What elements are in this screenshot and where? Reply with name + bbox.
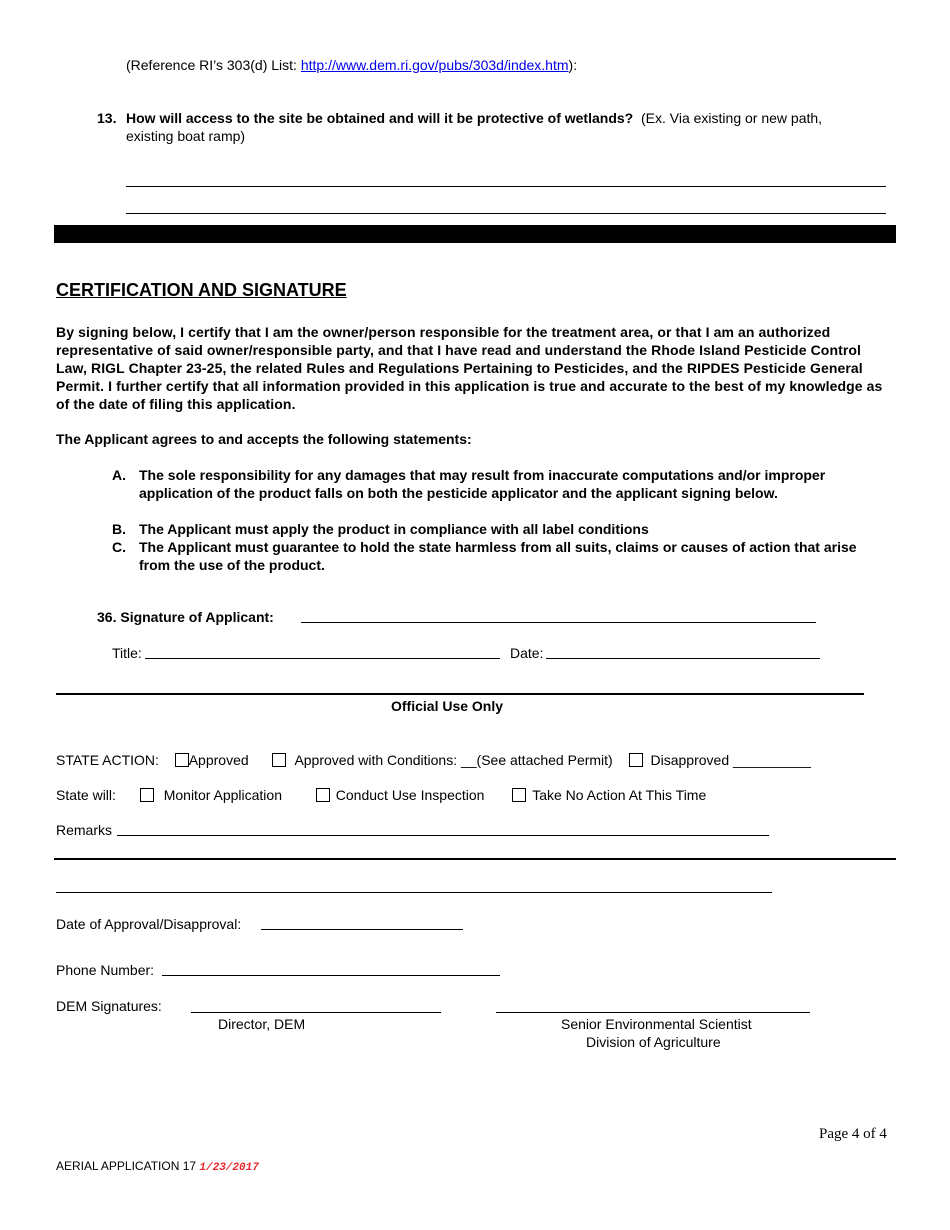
- reference-suffix: ):: [568, 57, 578, 73]
- state-action-label: STATE ACTION:: [56, 752, 159, 768]
- monitor-checkbox[interactable]: [140, 788, 154, 802]
- director-caption: Director, DEM: [218, 1016, 306, 1032]
- approved-conditions-checkbox[interactable]: [272, 753, 286, 767]
- statement-c-text: The Applicant must guarantee to hold the state harmless from all suits, claims or causes of action that arise from the use of the product.: [139, 539, 857, 573]
- form-date: 1/23/2017: [199, 1162, 259, 1174]
- state-action-row: [56, 752, 811, 768]
- conduct-checkbox[interactable]: [316, 788, 330, 802]
- official-use-heading: Official Use Only: [391, 698, 504, 714]
- form-name: AERIAL APPLICATION 17: [56, 1159, 197, 1173]
- phone-field[interactable]: [162, 975, 500, 976]
- disapproved-label: Disapproved __________: [650, 752, 811, 768]
- date-approval-field[interactable]: [261, 929, 463, 930]
- date-field[interactable]: [546, 658, 820, 659]
- dem-signatures-label: DEM Signatures:: [56, 998, 162, 1014]
- director-signature-field[interactable]: [191, 1012, 441, 1013]
- statement-a-letter: A.: [112, 467, 126, 483]
- conduct-label: Conduct Use Inspection: [335, 787, 485, 803]
- signature-label: 36. Signature of Applicant:: [97, 609, 274, 625]
- approved-conditions-label: Approved with Conditions: __(See attached Permit): [294, 752, 613, 768]
- monitor-label: Monitor Application: [163, 787, 282, 803]
- official-divider-top: [56, 693, 864, 695]
- remarks-field[interactable]: [117, 835, 769, 836]
- statement-c-letter: C.: [112, 539, 126, 555]
- agrees-intro: The Applicant agrees to and accepts the following statements:: [56, 431, 472, 447]
- signature-field[interactable]: [301, 622, 816, 623]
- answer-13-line-1[interactable]: [126, 186, 886, 187]
- no-action-label: Take No Action At This Time: [532, 787, 707, 803]
- 303d-list-link[interactable]: http://www.dem.ri.gov/pubs/303d/index.htm: [300, 57, 569, 73]
- certification-heading: CERTIFICATION AND SIGNATURE: [56, 280, 347, 300]
- reference-prefix: (Reference RI’s 303(d) List:: [126, 57, 301, 73]
- scientist-caption-2: Division of Agriculture: [586, 1034, 721, 1050]
- title-field[interactable]: [145, 658, 500, 659]
- date-approval-label: Date of Approval/Disapproval:: [56, 916, 242, 932]
- page-number: Page 4 of 4: [819, 1126, 887, 1142]
- official-divider-bottom: [54, 858, 896, 860]
- question-13-number: 13.: [97, 110, 117, 126]
- approved-checkbox[interactable]: [175, 753, 189, 767]
- disapproved-checkbox[interactable]: [629, 753, 643, 767]
- remarks-label: Remarks: [56, 822, 113, 838]
- reference-line: [126, 57, 577, 73]
- statement-a-text: The sole responsibility for any damages that may result from inaccurate computations and/or improper application of the product falls on both the pesticide applicator and the applicant signing below.: [139, 467, 826, 501]
- form-footer: [56, 1159, 259, 1174]
- statement-b-text: The Applicant must apply the product in compliance with all label conditions: [139, 521, 649, 537]
- approved-label: Approved: [188, 752, 249, 768]
- scientist-signature-field[interactable]: [496, 1012, 810, 1013]
- question-13-hint: (Ex. Via existing or new path,: [641, 110, 823, 126]
- date-label: Date:: [510, 645, 544, 661]
- statement-b-letter: B.: [112, 521, 126, 537]
- title-label: Title:: [112, 645, 142, 661]
- answer-13-line-2[interactable]: [126, 213, 886, 214]
- question-13: [126, 110, 822, 126]
- statement-c: [112, 538, 882, 574]
- question-13-hint-cont: existing boat ramp): [126, 128, 246, 144]
- no-action-checkbox[interactable]: [512, 788, 526, 802]
- section-divider-band: [54, 225, 896, 243]
- phone-label: Phone Number:: [56, 962, 155, 978]
- certification-statement: By signing below, I certify that I am the owner/person responsible for the treatment area, or that I am an authorized representative of said owner/responsible party, and that I have read and understand the Rhode Island Pesticide Control Law, RIGL Chapter 23-25, the related Rules and Regulations Pertaining to Pesticides, and the RIPDES Pesticide General Permit. I further certify that all information provided in this application is true and accurate to the best of my knowledge as of the date of filing this application.: [56, 324, 883, 412]
- state-will-row: [56, 787, 706, 803]
- statement-b: [112, 520, 882, 538]
- question-13-text: How will access to the site be obtained and will it be protective of wetlands?: [126, 110, 634, 126]
- remarks-field-2[interactable]: [56, 892, 772, 893]
- scientist-caption-1: Senior Environmental Scientist: [561, 1016, 752, 1032]
- state-will-label: State will:: [56, 787, 116, 803]
- statement-a: [112, 466, 882, 520]
